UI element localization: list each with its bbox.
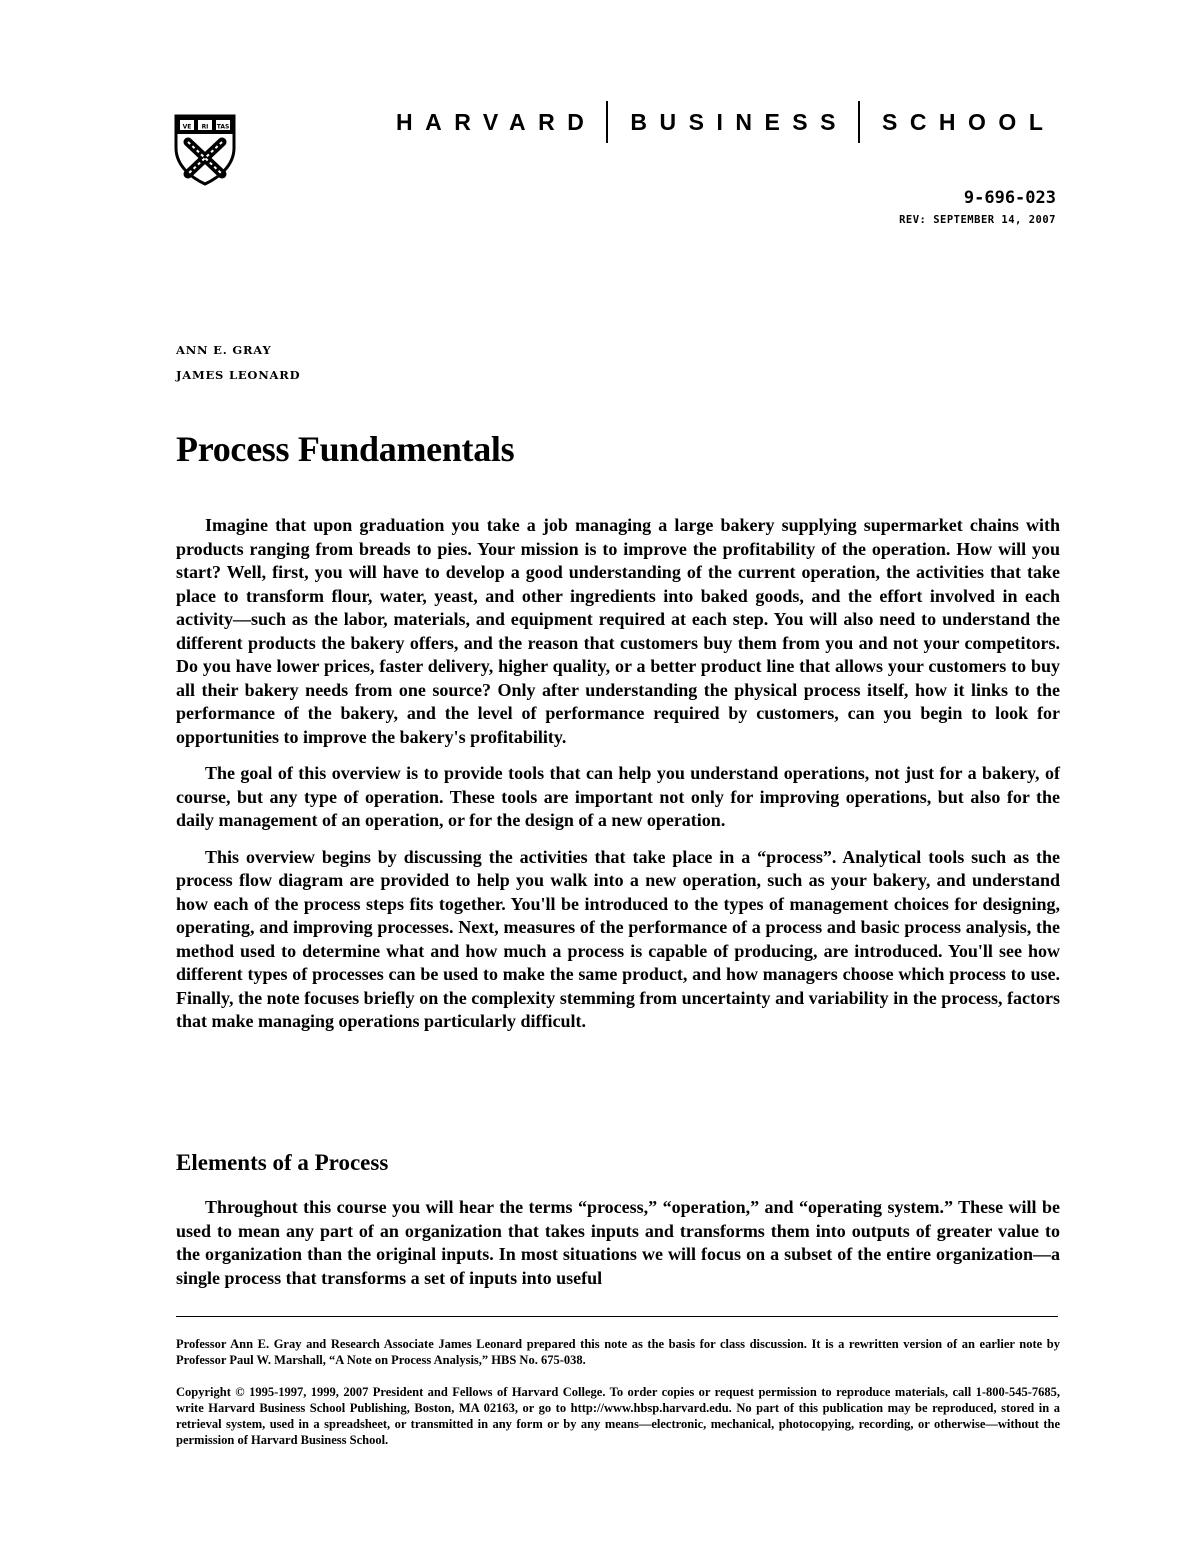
- shield-text-3: TAS: [216, 123, 230, 131]
- body-paragraph: This overview begins by discussing the activities that take place in a “process”. Analytical tools such as the process flow diagram are provided to help you walk into a new operation, such as your bakery, and understand how each of the process steps fits together. You'll be introduced to the types of management choices for designing, operating, and improving processes. Next, measures of the performance of a process and basic process analysis, the method used to determine what and how much a process is capable of producing, are introduced. You'll see how different types of processes can be used to make the same product, and how managers choose which process to use. Finally, the note focuses briefly on the complexity stemming from uncertainty and variability in the process, factors that make managing operations particularly difficult.: [176, 846, 1060, 1031]
- harvard-shield-icon: [172, 112, 238, 186]
- masthead-divider: [858, 101, 860, 143]
- masthead-divider: [606, 101, 608, 143]
- body-paragraph: Imagine that upon graduation you take a job managing a large bakery supplying supermarket chains with products ranging from breads to pies. Your mission is to improve the profitability of the operation. How will you start? Well, first, you will have to develop a good understanding of the current operation, the activities that take place to transform flour, water, yeast, and other ingredients into baked goods, and the effort involved in each activity—such as the labor, materials, and equipment required at each step. You will also need to understand the different products the bakery offers, and the reason that customers buy them from you and not your competitors. Do you have lower prices, faster delivery, higher quality, or a better product line that allows your customers to buy all their bakery needs from one source? Only after understanding the physical process itself, how it links to the performance of the bakery, and the level of performance required by customers, can you begin to look for opportunities to improve the bakery's profitability.: [176, 515, 1060, 747]
- section-body: [176, 1196, 1060, 1290]
- body-paragraph: Throughout this course you will hear the terms “process,” “operation,” and “operating system.” These will be used to mean any part of an organization that takes inputs and transforms them into outputs of greater value to the organization than the original inputs. In most situations we will focus on a subset of the entire organization—a single process that transforms a set of inputs into useful: [176, 1197, 1060, 1288]
- document-title: Process Fundamentals: [176, 429, 515, 469]
- author-name: ANN E. GRAY: [176, 343, 272, 357]
- copyright-notice: Copyright © 1995-1997, 1999, 2007 President and Fellows of Harvard College. To order copies or request permission to reproduce materials, call 1-800-545-7685, write Harvard Business School Publishing, Boston, MA 02163, or go to http://www.hbsp.harvard.edu. No part of this publication may be reproduced, stored in a retrieval system, used in a spreadsheet, or transmitted in any form or by any means—electronic, mechanical, photocopying, recording, or otherwise—without the permission of Harvard Business School.: [176, 1385, 1060, 1447]
- author-name: JAMES LEONARD: [176, 368, 301, 382]
- revision-date: REV: SEPTEMBER 14, 2007: [899, 214, 1056, 226]
- section-heading: Elements of a Process: [176, 1150, 389, 1175]
- footnote-divider: [176, 1316, 1058, 1317]
- intro-body: [176, 514, 1060, 1047]
- author-note: Professor Ann E. Gray and Research Associate James Leonard prepared this note as the basis for class discussion. It is a rewritten version of an earlier note by Professor Paul W. Marshall, “A Note on Process Analysis,” HBS No. 675-038.: [176, 1337, 1060, 1367]
- masthead: [396, 100, 1055, 144]
- document-number: 9-696-023: [963, 188, 1056, 208]
- body-paragraph: The goal of this overview is to provide tools that can help you understand operations, not just for a bakery, of course, but any type of operation. These tools are important not only for improving operations, but also for the daily management of an operation, or for the design of a new operation.: [176, 763, 1060, 830]
- authors: [176, 338, 300, 388]
- shield-text-1: VE: [182, 123, 192, 131]
- masthead-word-harvard: HARVARD: [396, 108, 597, 135]
- masthead-word-business: BUSINESS: [630, 108, 848, 135]
- shield-text-2: RI: [201, 123, 209, 131]
- masthead-word-school: SCHOOL: [881, 108, 1056, 135]
